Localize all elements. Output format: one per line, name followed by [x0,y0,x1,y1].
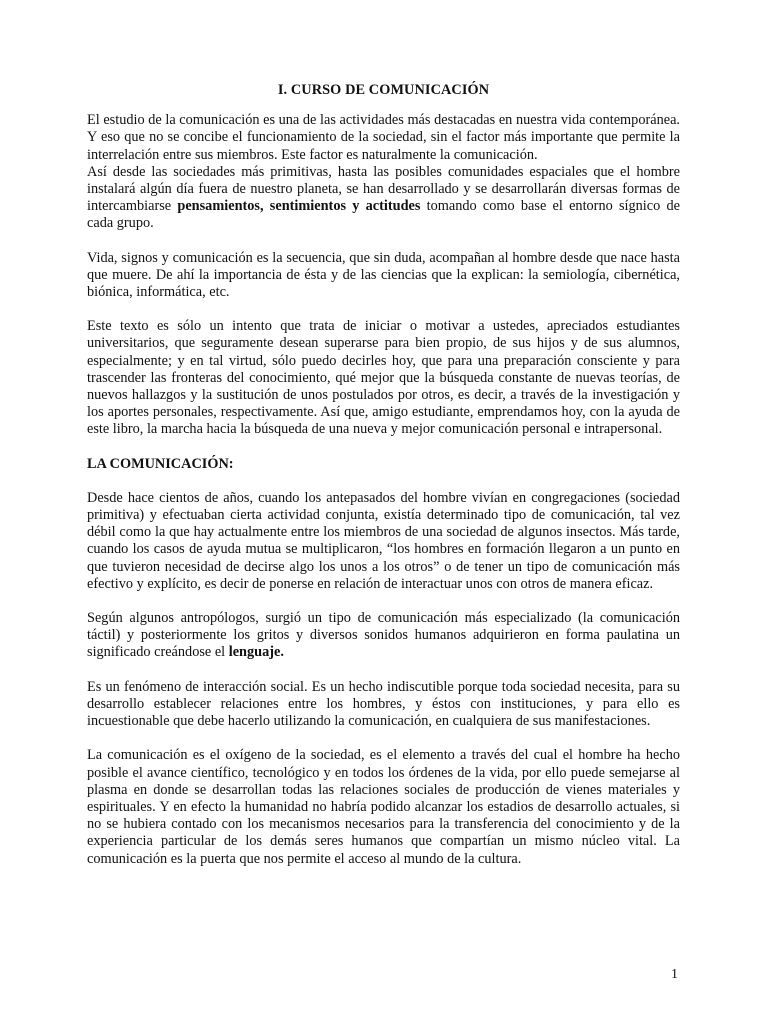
paragraph-6-text: Según algunos antropólogos, surgió un tipo de comunicación más especializado (la comunicación táctil) y posteriormente los gritos y diversos sonidos humanos adquirieron en forma paulatina un significado creándose el [87,610,680,661]
paragraph-3: Vida, signos y comunicación es la secuencia, que sin duda, acompañan al hombre desde que nace hasta que muere. De ahí la importancia de ésta y de las ciencias que la explican: la semiología, cibernética, biónica, informática, etc. [87,249,680,301]
section-heading: LA COMUNICACIÓN: [87,455,234,472]
paragraph-spacer [87,473,680,490]
paragraph-2-bold-text: pensamientos, sentimientos y actitudes [177,198,421,215]
paragraph-2-text-end: tomando como base el entorno sígnico de cada grupo. [87,198,680,232]
document-title: I. CURSO DE COMUNICACIÓN [277,82,490,98]
paragraph-2 [87,164,680,233]
paragraph-spacer [87,662,680,679]
paragraph-spacer [87,301,680,318]
paragraph-spacer [87,439,680,456]
paragraph-4: Este texto es sólo un intento que trata de iniciar o motivar a ustedes, apreciados estudiantes universitarios, que seguramente desean superarse para bien propio, de sus hijos y de sus alumnos, especialmente; y en tal virtud, sólo puedo decirles hoy, que para una preparación consciente y para trascender las fronteras del conocimiento, qué mejor que la búsqueda constante de nuevas teorías, de nuevos hallazgos y la sustitución de unos postulados por otros, es decir, a través de la investigación y los aportes personales, respectivamente. Así que, amigo estudiante, emprendamos hoy, con la ayuda de este libro, la marcha hacia la búsqueda de una nueva y mejor comunicación personal e intrapersonal. [87,318,680,438]
paragraph-5: Desde hace cientos de años, cuando los antepasados del hombre vivían en congregaciones (sociedad primitiva) y efectuaban cierta actividad conjunta, existía determinado tipo de comunicación, tal vez débil como la que hay actualmente entre los miembros de una sociedad de algunos insectos. Más tarde, cuando los casos de ayuda mutua se multiplicaron, “los hombres en formación llegaron a un punto en que tuvieron necesidad de decirse algo los unos a los otros” o de tener un tipo de comunicación más efectivo y explícito, es decir de ponerse en relación de interactuar unos con otros de manera eficaz. [87,489,680,592]
paragraph-6-bold-text: lenguaje. [228,644,284,661]
paragraph-spacer [87,233,680,250]
paragraph-8: La comunicación es el oxígeno de la sociedad, es el elemento a través del cual el hombre ha hecho posible el avance científico, tecnológico y en todos los órdenes de la vida, por ello puede semejarse al plasma en donde se desarrollan todas las relaciones sociales de producción de vienes materiales y espirituales. Y en efecto la humanidad no habría podido alcanzar los estadios de desarrollo actuales, si no se hubiera contado con los mecanismos necesarios para la transferencia del conocimiento y de la experiencia particular de los demás seres humanos que compartían un mismo núcleo vital. La comunicación es la puerta que nos permite el acceso al mundo de la cultura. [87,747,680,867]
paragraph-6 [87,610,680,662]
paragraph-7: Es un fenómeno de interacción social. Es un hecho indiscutible porque toda sociedad necesita, para su desarrollo establecer relaciones entre los hombres, y éstos con instituciones, y para ello es incuestionable que debe hacerlo utilizando la comunicación, en cualquiera de sus manifestaciones. [87,678,680,730]
paragraph-2-text-start: Así desde las sociedades más primitivas, hasta las posibles comunidades espaciales que el hombre instalará algún día fuera de nuestro planeta, se han desarrollado y se desarrollarán diversas formas de intercambiarse [87,163,680,215]
paragraph-spacer [87,730,680,747]
paragraph-spacer [87,593,680,610]
page-number: 1 [671,967,678,982]
paragraph-1: El estudio de la comunicación es una de las actividades más destacadas en nuestra vida contemporánea. Y eso que no se concibe el funcionamiento de la sociedad, sin el factor más importante que permite la interrelación entre sus miembros. Este factor es naturalmente la comunicación. [87,112,680,163]
